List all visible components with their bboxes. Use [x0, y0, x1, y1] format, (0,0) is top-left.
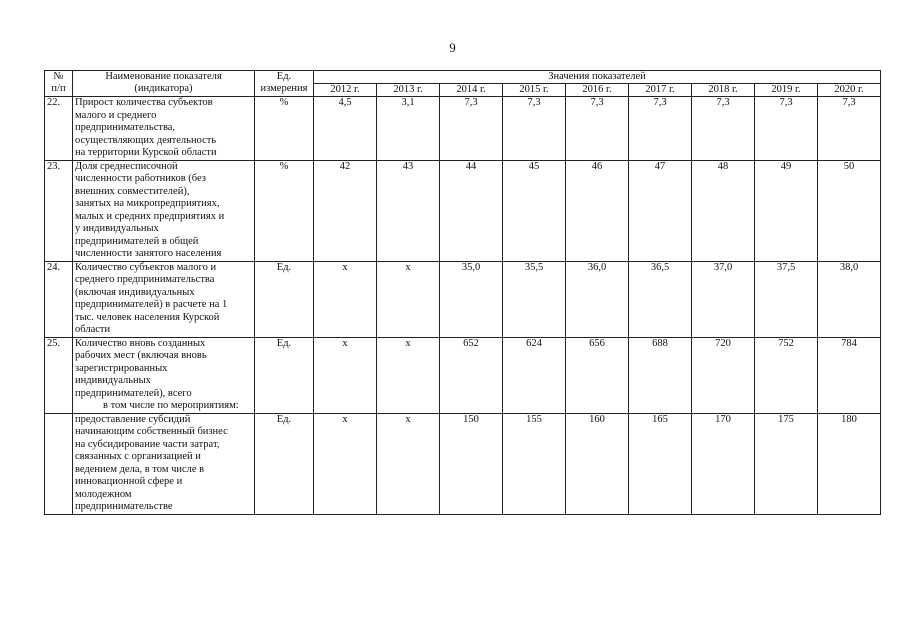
indicators-table	[44, 70, 881, 515]
indicator-name-line: молодежном	[75, 488, 132, 500]
value-cell: 49	[755, 160, 818, 261]
value-cell: 155	[503, 413, 566, 514]
unit-cell: %	[255, 160, 314, 261]
value-cell: 784	[818, 337, 881, 413]
indicator-name-line: зарегистрированных	[75, 362, 168, 374]
value-cell: 43	[377, 160, 440, 261]
indicator-name-line: внешних совместителей),	[75, 185, 190, 197]
value-cell: 7,3	[566, 97, 629, 161]
header-unit-line1: Ед.	[276, 71, 292, 82]
indicator-name-line: области	[75, 324, 111, 335]
value-cell: х	[314, 413, 377, 514]
indicator-name	[73, 413, 255, 514]
row-number: 22.	[45, 97, 73, 161]
indicator-name-line: у индивидуальных	[75, 223, 159, 234]
table-row	[45, 413, 881, 514]
value-cell: х	[314, 337, 377, 413]
unit-cell: Ед.	[255, 413, 314, 514]
value-cell: х	[377, 413, 440, 514]
indicator-name-line: начинающим собственный бизнес	[75, 426, 228, 437]
indicator-name-line: Прирост количества субъектов	[75, 97, 213, 108]
value-cell: 150	[440, 413, 503, 514]
value-cell: 50	[818, 160, 881, 261]
value-cell: 7,3	[440, 97, 503, 161]
value-cell: 36,0	[566, 261, 629, 337]
value-cell: 44	[440, 160, 503, 261]
indicator-name-line: связанных с организацией и	[75, 451, 201, 462]
unit-cell: Ед.	[255, 261, 314, 337]
header-name	[73, 71, 255, 97]
row-number: 25.	[45, 337, 73, 413]
header-year: 2019 г.	[755, 84, 818, 97]
value-cell: 48	[692, 160, 755, 261]
value-cell: 46	[566, 160, 629, 261]
indicator-name-line: предпринимателей), всего	[75, 387, 192, 399]
value-cell: 624	[503, 337, 566, 413]
indicator-name-line: численности работников (без	[75, 173, 206, 184]
unit-cell: Ед.	[255, 337, 314, 413]
indicator-name-line: малых и средних предприятиях и	[75, 210, 225, 222]
header-values-group: Значения показателей	[314, 71, 881, 84]
indicator-name-line: занятых на микропредприятиях,	[75, 198, 220, 209]
indicator-name-line: инновационной сфере и	[75, 476, 183, 487]
value-cell: 38,0	[818, 261, 881, 337]
value-cell: 170	[692, 413, 755, 514]
indicator-subheading: в том числе по мероприятиям:	[103, 400, 239, 411]
value-cell: 3,1	[377, 97, 440, 161]
value-cell: 7,3	[818, 97, 881, 161]
table-row	[45, 97, 881, 161]
indicator-name-line: осуществляющих деятельность	[75, 134, 217, 146]
header-num-line2: п/п	[51, 83, 66, 94]
table-row	[45, 261, 881, 337]
value-cell: 688	[629, 337, 692, 413]
value-cell: 37,0	[692, 261, 755, 337]
indicator-name-line: предпринимателей) в расчете на 1	[75, 299, 228, 310]
indicator-name-line: среднего предпринимательства	[75, 274, 215, 285]
header-unit-line2: измерения	[260, 83, 308, 94]
table-row	[45, 160, 881, 261]
indicator-name-line: индивидуальных	[75, 375, 151, 386]
value-cell: 175	[755, 413, 818, 514]
value-cell: 720	[692, 337, 755, 413]
page-number: 9	[449, 40, 456, 55]
value-cell: 7,3	[692, 97, 755, 161]
value-cell: 35,5	[503, 261, 566, 337]
indicator-name-line: предоставление субсидий	[75, 413, 191, 425]
value-cell: 45	[503, 160, 566, 261]
row-number: 23.	[45, 160, 73, 261]
row-number: 24.	[45, 261, 73, 337]
value-cell: 47	[629, 160, 692, 261]
header-name-line1: Наименование показателя	[105, 71, 222, 82]
indicator-name-line: на территории Курской области	[75, 147, 217, 158]
value-cell: х	[377, 337, 440, 413]
value-cell: 165	[629, 413, 692, 514]
indicator-name	[73, 160, 255, 261]
value-cell: х	[314, 261, 377, 337]
header-year: 2013 г.	[377, 84, 440, 97]
indicator-name-line: Количество субъектов малого и	[75, 261, 217, 273]
indicator-name-line: предпринимателей в общей	[75, 235, 199, 247]
header-year: 2012 г.	[314, 84, 377, 97]
indicator-name-line: Доля среднесписочной	[75, 160, 178, 172]
indicator-name	[73, 337, 255, 413]
indicator-name-line: (включая индивидуальных	[75, 286, 195, 298]
value-cell: 752	[755, 337, 818, 413]
header-unit	[255, 71, 314, 97]
header-num	[45, 71, 73, 97]
value-cell: 180	[818, 413, 881, 514]
table-row	[45, 337, 881, 413]
value-cell: 4,5	[314, 97, 377, 161]
value-cell: 7,3	[755, 97, 818, 161]
value-cell: х	[377, 261, 440, 337]
value-cell: 160	[566, 413, 629, 514]
value-cell: 656	[566, 337, 629, 413]
value-cell: 7,3	[503, 97, 566, 161]
header-row-1	[45, 71, 881, 84]
value-cell: 652	[440, 337, 503, 413]
indicator-name	[73, 97, 255, 161]
header-name-line2: (индикатора)	[134, 83, 193, 94]
unit-cell: %	[255, 97, 314, 161]
value-cell: 36,5	[629, 261, 692, 337]
indicator-name-line: тыс. человек населения Курской	[75, 311, 220, 323]
indicator-name-line: рабочих мест (включая вновь	[75, 350, 207, 361]
indicator-name-line: предпринимательстве	[75, 501, 173, 512]
header-year: 2016 г.	[566, 84, 629, 97]
value-cell: 37,5	[755, 261, 818, 337]
header-year: 2014 г.	[440, 84, 503, 97]
header-num-line1: №	[53, 71, 64, 82]
indicator-name	[73, 261, 255, 337]
header-year: 2015 г.	[503, 84, 566, 97]
value-cell: 42	[314, 160, 377, 261]
value-cell: 35,0	[440, 261, 503, 337]
indicator-name-line: малого и среднего	[75, 109, 157, 121]
value-cell: 7,3	[629, 97, 692, 161]
indicator-name-line: ведением дела, в том числе в	[75, 463, 205, 475]
indicator-name-line: численности занятого населения	[75, 248, 222, 259]
header-year: 2017 г.	[629, 84, 692, 97]
header-year: 2020 г.	[818, 84, 881, 97]
row-number	[45, 413, 73, 514]
indicator-name-line: на субсидирование части затрат,	[75, 438, 220, 450]
indicator-name-line: Количество вновь созданных	[75, 337, 206, 349]
indicator-name-line: предпринимательства,	[75, 122, 176, 133]
header-year: 2018 г.	[692, 84, 755, 97]
